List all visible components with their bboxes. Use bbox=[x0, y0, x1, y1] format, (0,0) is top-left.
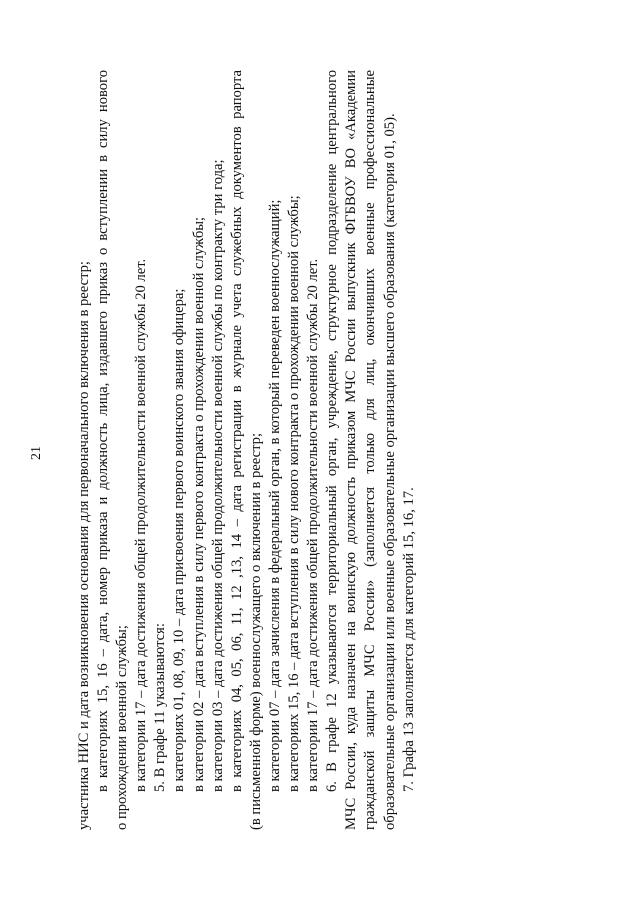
text-line: 6. В графе 12 указываются территориальный орган, учреждение, структурное подразделение центрального bbox=[324, 70, 341, 792]
text-line: в категориях 01, 08, 09, 10 – дата присвоения первого воинского звания офицера; bbox=[171, 288, 188, 792]
text-line: (в письменной форме) военнослужащего о включении в реестр; bbox=[247, 432, 264, 830]
text-line: 5. В графе 11 указываются: bbox=[152, 623, 169, 792]
text-line: в категории 03 – дата достижения общей продолжительности военной службы по контракту три года; bbox=[209, 159, 226, 792]
text-line: в категориях 15, 16 – дата вступления в силу нового контракта о прохождении военной службы; bbox=[286, 195, 303, 792]
text-line: 7. Графа 13 заполняется для категорий 15, 16, 17. bbox=[400, 487, 417, 792]
text-line: образовательные организации или военные образовательные организации высшего образования (категория 01, 05). bbox=[381, 113, 398, 830]
text-line: в категориях 15, 16 – дата, номер приказа и должность лица, издавшего приказ о вступлении в силу нового bbox=[95, 70, 112, 792]
text-line: в категории 17 – дата достижения общей продолжительности военной службы 20 лет. bbox=[305, 258, 322, 792]
text-line: о прохождении военной службы; bbox=[114, 625, 131, 830]
text-line: в категории 07 – дата зачисления в федеральный орган, в который переведен военнослужащий; bbox=[266, 199, 283, 792]
document-body bbox=[75, 70, 417, 830]
page-number: 21 bbox=[29, 446, 44, 460]
text-line: в категориях 04, 05, 06, 11, 12 ,13, 14 – дата регистрации в журнале учета служебных документов рапорта bbox=[228, 70, 245, 792]
text-line: в категории 02 – дата вступления в силу первого контракта о прохождении военной службы; bbox=[190, 216, 207, 792]
text-line: гражданской защиты МЧС России» (заполняется только для лиц, окончивших военные профессиональные bbox=[362, 70, 379, 830]
text-line: МЧС России, куда назначен на воинскую должность приказом МЧС России выпускник ФГБВОУ ВО «Академии bbox=[343, 70, 360, 830]
text-line: в категории 17 – дата достижения общей продолжительности военной службы 20 лет. bbox=[133, 258, 150, 792]
text-line: участника НИС и дата возникновения основания для первоначального включения в реестр; bbox=[76, 261, 92, 830]
